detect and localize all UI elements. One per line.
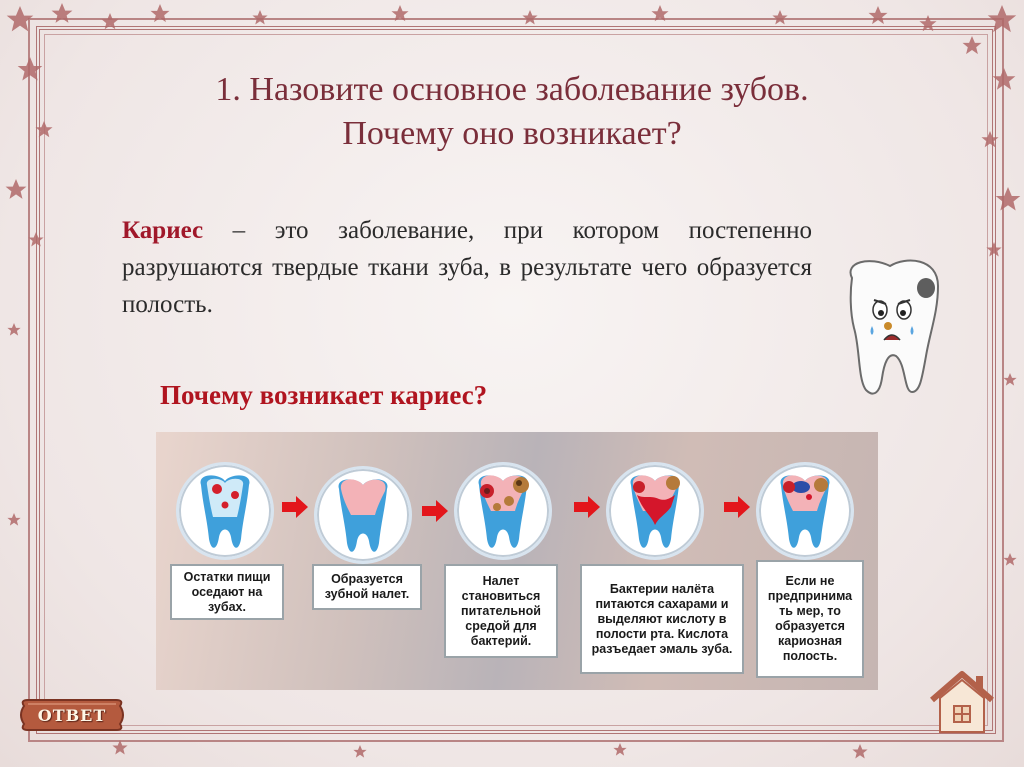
- tooth-bacteria-icon: [457, 465, 549, 557]
- step-1-tooth-circle: [176, 462, 274, 560]
- arrow-right-icon: [422, 500, 448, 522]
- arrow-right-icon: [282, 496, 308, 518]
- caries-process-diagram: [156, 432, 878, 690]
- step-3-tooth-circle: [454, 462, 552, 560]
- step-2-tooth-circle: [314, 466, 412, 564]
- sad-tooth-illustration: [834, 252, 954, 402]
- section-question: Почему возникает кариес?: [160, 380, 488, 410]
- home-icon: [926, 666, 998, 738]
- title-line-2: Почему оно возникает?: [342, 115, 682, 152]
- step-4-tooth-circle: [606, 462, 704, 560]
- tooth-food-debris-icon: [179, 465, 271, 557]
- step-5-label: Если не предпринима ть мер, то образуется кариозная полость.: [756, 560, 864, 678]
- arrow-right-icon: [724, 496, 750, 518]
- tooth-plaque-icon: [317, 469, 409, 561]
- definition-text: – это заболевание, при котором постепенно разрушаются твердые ткани зуба, в результате чего образуется полость.: [122, 217, 812, 318]
- answer-button-label: ОТВЕТ: [37, 706, 107, 725]
- tooth-cavity-icon: [759, 465, 851, 557]
- caries-definition: [122, 212, 812, 323]
- arrow-right-icon: [574, 496, 600, 518]
- step-2-label: Образуется зубной налет.: [312, 564, 422, 610]
- answer-button[interactable]: [18, 696, 126, 734]
- definition-term: Кариес: [122, 217, 204, 244]
- tooth-acid-icon: [609, 465, 701, 557]
- step-5-tooth-circle: [756, 462, 854, 560]
- slide-title: [80, 68, 944, 156]
- step-3-label: Налет становиться питательной средой для бактерий.: [444, 564, 558, 658]
- home-button[interactable]: [926, 666, 998, 738]
- step-1-label: Остатки пищи оседают на зубах.: [170, 564, 284, 620]
- title-line-1: 1. Назовите основное заболевание зубов.: [215, 71, 809, 108]
- step-4-label: Бактерии налёта питаются сахарами и выделяют кислоту в полости рта. Кислота разъедает эмаль зуба.: [580, 564, 744, 674]
